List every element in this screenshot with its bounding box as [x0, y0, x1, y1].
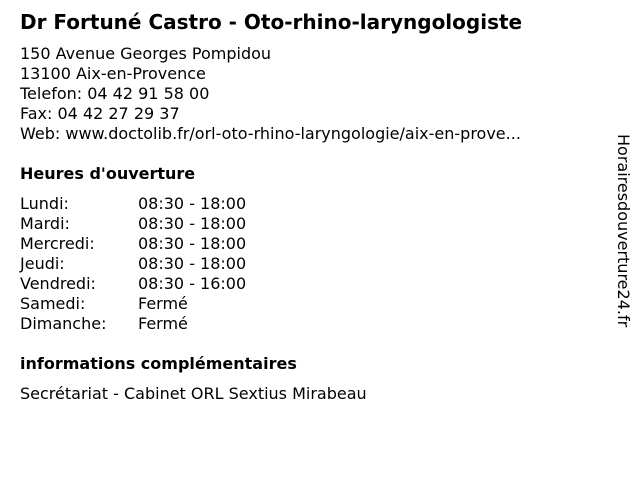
address-city: 13100 Aix-en-Provence — [20, 64, 206, 83]
hours-day: Samedi: — [20, 294, 86, 313]
hours-time: 08:30 - 18:00 — [138, 214, 247, 233]
phone-number[interactable]: Telefon: 04 42 91 58 00 — [20, 84, 210, 103]
hours-time: 08:30 - 18:00 — [138, 234, 247, 253]
hours-day: Jeudi: — [20, 254, 65, 273]
website-link[interactable]: Web: www.doctolib.fr/orl-oto-rhino-laryngologie/aix-en-prove... — [20, 124, 521, 143]
address-street: 150 Avenue Georges Pompidou — [20, 44, 272, 63]
hours-day: Lundi: — [20, 194, 69, 213]
page-title: Dr Fortuné Castro - Oto-rhino-laryngologiste — [20, 10, 523, 34]
hours-time: Fermé — [138, 314, 188, 333]
hours-time: 08:30 - 16:00 — [138, 274, 247, 293]
opening-hours-heading: Heures d'ouverture — [20, 164, 196, 183]
hours-day: Mercredi: — [20, 234, 95, 253]
hours-day: Mardi: — [20, 214, 70, 233]
hours-time: 08:30 - 18:00 — [138, 194, 247, 213]
hours-day: Dimanche: — [20, 314, 107, 333]
additional-info-heading: informations complémentaires — [20, 354, 297, 373]
fax-number: Fax: 04 42 27 29 37 — [20, 104, 180, 123]
site-brand-watermark: Horairesdouverture24.fr — [614, 134, 633, 328]
hours-day: Vendredi: — [20, 274, 96, 293]
hours-time: Fermé — [138, 294, 188, 313]
additional-info-text: Secrétariat - Cabinet ORL Sextius Mirabeau — [20, 384, 367, 403]
hours-time: 08:30 - 18:00 — [138, 254, 247, 273]
